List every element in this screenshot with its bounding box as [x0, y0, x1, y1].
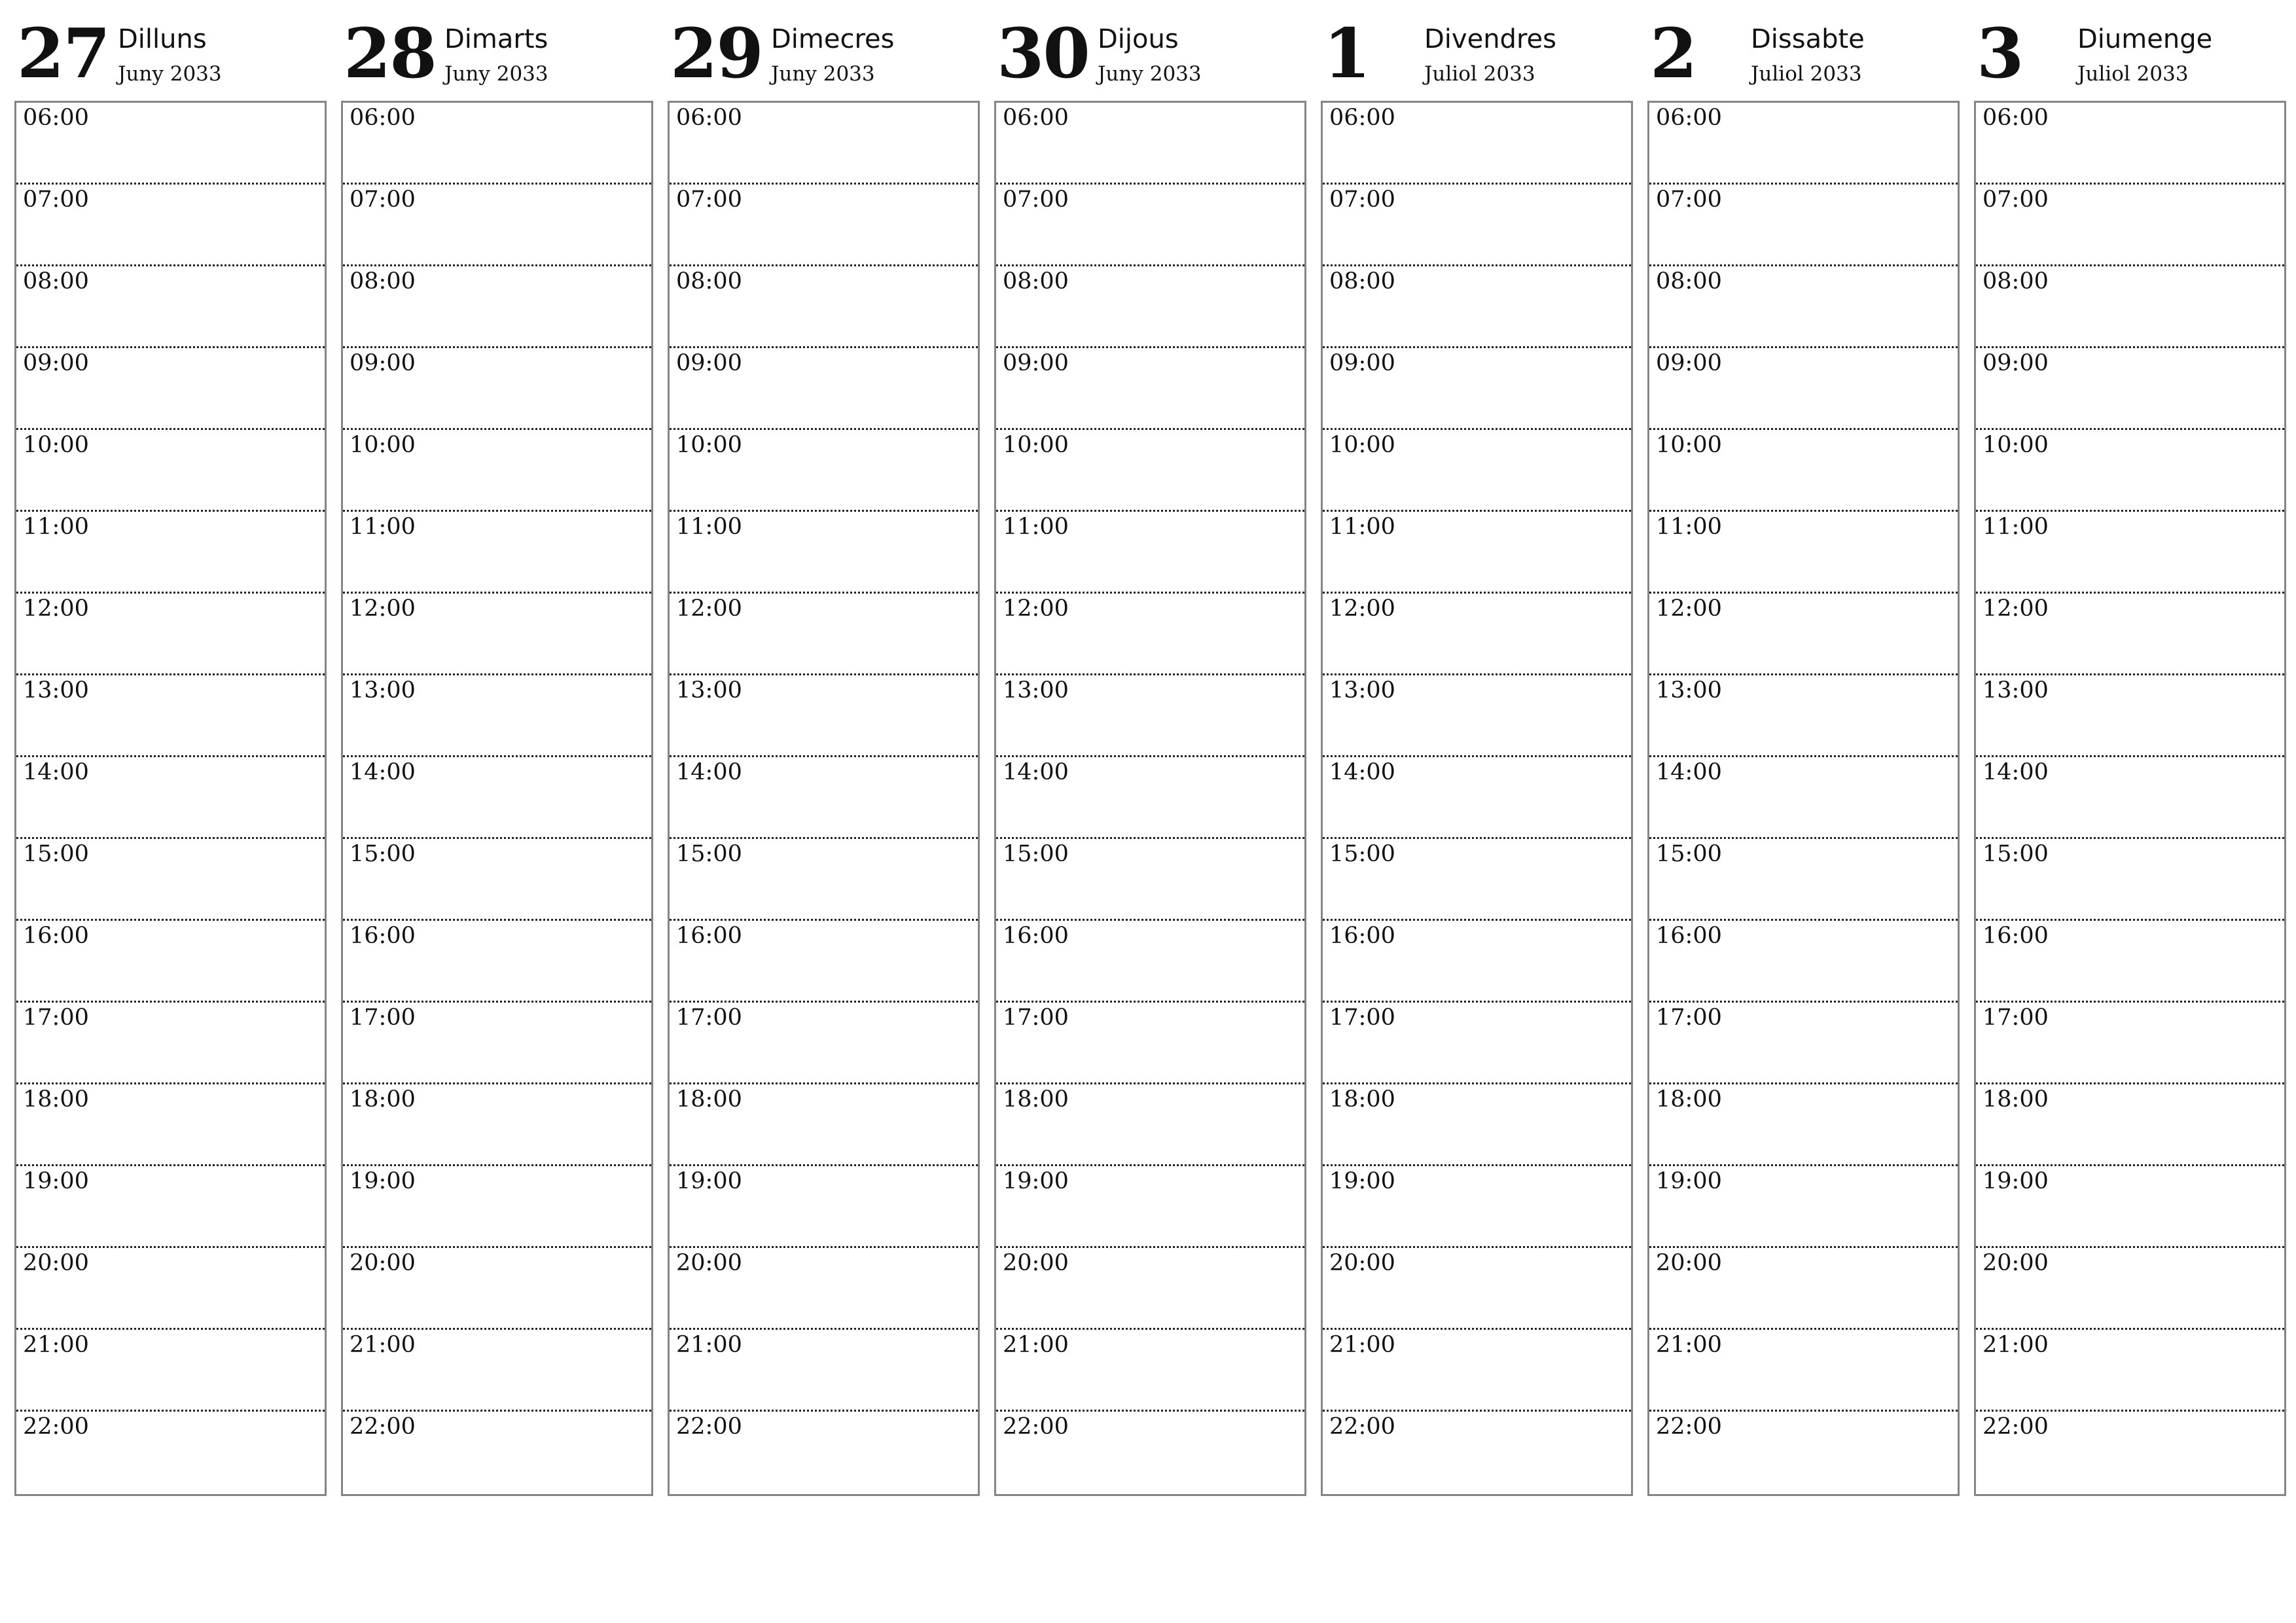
hour-label: 22:00 [350, 1414, 416, 1440]
hour-label: 19:00 [23, 1168, 89, 1194]
hour-label: 14:00 [1003, 759, 1069, 785]
hour-slot[interactable] [1323, 1330, 1631, 1412]
hour-label: 16:00 [1329, 923, 1395, 949]
hour-label: 17:00 [1003, 1005, 1069, 1031]
hour-label: 13:00 [23, 677, 89, 704]
day-header [668, 13, 980, 101]
day-number: 28 [344, 13, 436, 94]
hour-slot[interactable] [343, 430, 651, 512]
hour-slot[interactable] [16, 430, 325, 512]
day-number: 1 [1323, 13, 1370, 94]
hour-label: 21:00 [676, 1332, 742, 1358]
hour-label: 22:00 [23, 1414, 89, 1440]
day-schedule-box [668, 101, 980, 1496]
day-month: Juliol 2033 [2077, 62, 2189, 86]
hour-slot[interactable] [1976, 921, 2284, 1003]
hour-slot[interactable] [343, 512, 651, 594]
hour-slot[interactable] [1323, 1166, 1631, 1248]
day-schedule-box [341, 101, 653, 1496]
hour-label: 07:00 [1656, 187, 1722, 213]
hour-label: 13:00 [350, 677, 416, 704]
hour-label: 07:00 [23, 187, 89, 213]
day-column [1647, 13, 1960, 1496]
hour-label: 11:00 [350, 514, 416, 540]
hour-label: 06:00 [676, 105, 742, 131]
hour-slot[interactable] [996, 266, 1304, 348]
hour-label: 22:00 [676, 1414, 742, 1440]
hour-slot[interactable] [996, 839, 1304, 921]
day-number: 30 [997, 13, 1089, 94]
hour-slot[interactable] [343, 1084, 651, 1166]
hour-label: 09:00 [1003, 350, 1069, 376]
hour-label: 12:00 [350, 596, 416, 622]
day-schedule-box [14, 101, 327, 1496]
hour-label: 20:00 [1003, 1250, 1069, 1276]
hour-label: 09:00 [676, 350, 742, 376]
hour-slot[interactable] [1976, 348, 2284, 430]
hour-slot[interactable] [996, 675, 1304, 757]
hour-slot[interactable] [670, 594, 978, 675]
hour-slot[interactable] [670, 1412, 978, 1493]
hour-slot[interactable] [1976, 675, 2284, 757]
hour-slot[interactable] [16, 512, 325, 594]
hour-slot[interactable] [1976, 1412, 2284, 1493]
hour-slot[interactable] [343, 1412, 651, 1493]
hour-label: 11:00 [1982, 514, 2049, 540]
hour-label: 20:00 [350, 1250, 416, 1276]
day-name: Divendres [1424, 24, 1556, 54]
hour-slot[interactable] [343, 1330, 651, 1412]
hour-slot[interactable] [343, 1166, 651, 1248]
hour-slot[interactable] [670, 1330, 978, 1412]
day-name: Dimarts [444, 24, 548, 54]
hour-slot[interactable] [670, 185, 978, 266]
day-month: Juliol 2033 [1751, 62, 1862, 86]
hour-label: 16:00 [676, 923, 742, 949]
hour-label: 07:00 [350, 187, 416, 213]
hour-slot[interactable] [1649, 757, 1958, 839]
hour-slot[interactable] [16, 103, 325, 185]
hour-label: 06:00 [1329, 105, 1395, 131]
hour-slot[interactable] [343, 266, 651, 348]
hour-label: 15:00 [676, 841, 742, 867]
hour-slot[interactable] [16, 921, 325, 1003]
hour-slot[interactable] [1976, 512, 2284, 594]
hour-slot[interactable] [996, 348, 1304, 430]
hour-label: 12:00 [1329, 596, 1395, 622]
hour-slot[interactable] [16, 839, 325, 921]
hour-slot[interactable] [343, 1003, 651, 1084]
hour-label: 10:00 [1982, 432, 2049, 458]
hour-slot[interactable] [1976, 185, 2284, 266]
hour-label: 09:00 [23, 350, 89, 376]
hour-slot[interactable] [16, 185, 325, 266]
hour-slot[interactable] [1649, 185, 1958, 266]
hour-slot[interactable] [1323, 512, 1631, 594]
day-name: Dilluns [118, 24, 207, 54]
hour-label: 16:00 [1982, 923, 2049, 949]
day-schedule-box [1321, 101, 1633, 1496]
hour-label: 13:00 [1003, 677, 1069, 704]
hour-label: 14:00 [350, 759, 416, 785]
hour-slot[interactable] [670, 1084, 978, 1166]
hour-label: 10:00 [1329, 432, 1395, 458]
hour-slot[interactable] [16, 1166, 325, 1248]
day-month: Juny 2033 [444, 62, 548, 86]
day-name: Dimecres [771, 24, 895, 54]
hour-slot[interactable] [996, 1330, 1304, 1412]
day-name: Dijous [1098, 24, 1179, 54]
hour-label: 06:00 [23, 105, 89, 131]
hour-label: 20:00 [1982, 1250, 2049, 1276]
hour-slot[interactable] [16, 1412, 325, 1493]
hour-label: 21:00 [23, 1332, 89, 1358]
hour-label: 19:00 [1656, 1168, 1722, 1194]
day-month: Juny 2033 [1098, 62, 1202, 86]
hour-label: 06:00 [1003, 105, 1069, 131]
hour-label: 21:00 [1656, 1332, 1722, 1358]
hour-slot[interactable] [1649, 594, 1958, 675]
hour-label: 15:00 [350, 841, 416, 867]
day-name: Dissabte [1751, 24, 1865, 54]
hour-slot[interactable] [996, 185, 1304, 266]
hour-label: 16:00 [23, 923, 89, 949]
hour-label: 12:00 [1003, 596, 1069, 622]
hour-slot[interactable] [16, 1003, 325, 1084]
hour-label: 08:00 [1329, 268, 1395, 294]
hour-slot[interactable] [1323, 266, 1631, 348]
hour-label: 14:00 [676, 759, 742, 785]
hour-label: 22:00 [1003, 1414, 1069, 1440]
hour-slot[interactable] [1976, 1330, 2284, 1412]
hour-label: 13:00 [1982, 677, 2049, 704]
hour-label: 15:00 [1003, 841, 1069, 867]
hour-slot[interactable] [1323, 430, 1631, 512]
day-number: 27 [17, 13, 109, 94]
hour-slot[interactable] [16, 675, 325, 757]
hour-label: 10:00 [676, 432, 742, 458]
hour-label: 21:00 [1329, 1332, 1395, 1358]
hour-label: 06:00 [1656, 105, 1722, 131]
hour-slot[interactable] [16, 1330, 325, 1412]
hour-label: 12:00 [676, 596, 742, 622]
hour-slot[interactable] [1323, 185, 1631, 266]
hour-slot[interactable] [670, 103, 978, 185]
hour-slot[interactable] [1323, 348, 1631, 430]
hour-label: 17:00 [1982, 1005, 2049, 1031]
hour-label: 19:00 [1329, 1168, 1395, 1194]
hour-label: 06:00 [350, 105, 416, 131]
hour-slot[interactable] [1976, 594, 2284, 675]
day-header [341, 13, 653, 101]
hour-slot[interactable] [996, 921, 1304, 1003]
hour-slot[interactable] [1649, 430, 1958, 512]
hour-slot[interactable] [996, 757, 1304, 839]
hour-label: 11:00 [1656, 514, 1722, 540]
hour-label: 14:00 [1656, 759, 1722, 785]
hour-slot[interactable] [1649, 266, 1958, 348]
day-number: 29 [670, 13, 762, 94]
hour-label: 08:00 [1982, 268, 2049, 294]
hour-slot[interactable] [16, 1248, 325, 1330]
hour-slot[interactable] [1323, 1084, 1631, 1166]
hour-label: 21:00 [1003, 1332, 1069, 1358]
day-month: Juny 2033 [118, 62, 222, 86]
hour-slot[interactable] [1323, 839, 1631, 921]
hour-label: 07:00 [1982, 187, 2049, 213]
hour-slot[interactable] [670, 512, 978, 594]
hour-slot[interactable] [996, 1003, 1304, 1084]
hour-slot[interactable] [1649, 1166, 1958, 1248]
hour-label: 20:00 [1656, 1250, 1722, 1276]
hour-slot[interactable] [1976, 266, 2284, 348]
day-header [1647, 13, 1960, 101]
hour-label: 07:00 [676, 187, 742, 213]
hour-label: 17:00 [1329, 1005, 1395, 1031]
hour-slot[interactable] [670, 348, 978, 430]
hour-slot[interactable] [1323, 103, 1631, 185]
hour-slot[interactable] [343, 594, 651, 675]
hour-slot[interactable] [1323, 757, 1631, 839]
hour-slot[interactable] [1649, 1412, 1958, 1493]
hour-label: 07:00 [1329, 187, 1395, 213]
hour-label: 17:00 [676, 1005, 742, 1031]
hour-slot[interactable] [343, 921, 651, 1003]
day-column [14, 13, 327, 1496]
hour-label: 22:00 [1982, 1414, 2049, 1440]
hour-slot[interactable] [670, 757, 978, 839]
day-schedule-box [1647, 101, 1960, 1496]
hour-label: 15:00 [1656, 841, 1722, 867]
hour-label: 08:00 [676, 268, 742, 294]
hour-slot[interactable] [670, 921, 978, 1003]
hour-label: 15:00 [1329, 841, 1395, 867]
day-header [14, 13, 327, 101]
hour-label: 08:00 [1656, 268, 1722, 294]
hour-slot[interactable] [1976, 1003, 2284, 1084]
hour-slot[interactable] [1649, 1084, 1958, 1166]
hour-slot[interactable] [1649, 103, 1958, 185]
hour-label: 14:00 [1329, 759, 1395, 785]
hour-label: 10:00 [350, 432, 416, 458]
hour-label: 18:00 [350, 1086, 416, 1113]
hour-label: 18:00 [1329, 1086, 1395, 1113]
hour-slot[interactable] [996, 103, 1304, 185]
hour-label: 08:00 [23, 268, 89, 294]
day-column [341, 13, 653, 1496]
hour-label: 22:00 [1329, 1414, 1395, 1440]
hour-slot[interactable] [1976, 430, 2284, 512]
hour-label: 18:00 [676, 1086, 742, 1113]
hour-slot[interactable] [996, 1084, 1304, 1166]
hour-label: 19:00 [676, 1168, 742, 1194]
hour-label: 15:00 [23, 841, 89, 867]
hour-slot[interactable] [16, 757, 325, 839]
hour-label: 18:00 [1003, 1086, 1069, 1113]
day-name: Diumenge [2077, 24, 2213, 54]
hour-label: 10:00 [1003, 432, 1069, 458]
hour-slot[interactable] [1323, 675, 1631, 757]
hour-label: 08:00 [1003, 268, 1069, 294]
day-column [1321, 13, 1633, 1496]
hour-slot[interactable] [1976, 1248, 2284, 1330]
hour-label: 12:00 [23, 596, 89, 622]
day-schedule-box [994, 101, 1306, 1496]
day-column [668, 13, 980, 1496]
hour-label: 11:00 [676, 514, 742, 540]
hour-slot[interactable] [670, 1166, 978, 1248]
hour-slot[interactable] [1323, 1003, 1631, 1084]
hour-slot[interactable] [343, 839, 651, 921]
hour-label: 11:00 [23, 514, 89, 540]
hour-label: 10:00 [23, 432, 89, 458]
hour-slot[interactable] [343, 675, 651, 757]
hour-label: 19:00 [1982, 1168, 2049, 1194]
hour-slot[interactable] [1649, 1003, 1958, 1084]
hour-slot[interactable] [1649, 921, 1958, 1003]
hour-slot[interactable] [1976, 103, 2284, 185]
hour-slot[interactable] [1649, 512, 1958, 594]
hour-label: 21:00 [1982, 1332, 2049, 1358]
hour-label: 09:00 [1329, 350, 1395, 376]
hour-label: 14:00 [1982, 759, 2049, 785]
hour-slot[interactable] [343, 103, 651, 185]
hour-slot[interactable] [16, 266, 325, 348]
hour-slot[interactable] [996, 594, 1304, 675]
hour-slot[interactable] [670, 1248, 978, 1330]
day-header [1974, 13, 2286, 101]
hour-slot[interactable] [670, 675, 978, 757]
hour-label: 11:00 [1329, 514, 1395, 540]
hour-label: 09:00 [1656, 350, 1722, 376]
hour-label: 15:00 [1982, 841, 2049, 867]
day-column [1974, 13, 2286, 1496]
hour-slot[interactable] [343, 757, 651, 839]
day-month: Juny 2033 [771, 62, 875, 86]
hour-label: 19:00 [1003, 1168, 1069, 1194]
hour-slot[interactable] [670, 839, 978, 921]
hour-label: 12:00 [1982, 596, 2049, 622]
hour-label: 18:00 [1656, 1086, 1722, 1113]
hour-label: 19:00 [350, 1168, 416, 1194]
hour-label: 09:00 [1982, 350, 2049, 376]
hour-label: 13:00 [1656, 677, 1722, 704]
hour-label: 10:00 [1656, 432, 1722, 458]
hour-slot[interactable] [16, 348, 325, 430]
hour-slot[interactable] [670, 430, 978, 512]
hour-slot[interactable] [1649, 675, 1958, 757]
day-header [994, 13, 1306, 101]
hour-slot[interactable] [670, 266, 978, 348]
hour-label: 16:00 [1656, 923, 1722, 949]
hour-label: 07:00 [1003, 187, 1069, 213]
hour-slot[interactable] [996, 1166, 1304, 1248]
hour-slot[interactable] [1649, 348, 1958, 430]
hour-label: 20:00 [676, 1250, 742, 1276]
hour-slot[interactable] [996, 430, 1304, 512]
hour-label: 18:00 [23, 1086, 89, 1113]
hour-label: 21:00 [350, 1332, 416, 1358]
hour-slot[interactable] [1649, 1330, 1958, 1412]
hour-slot[interactable] [16, 594, 325, 675]
hour-slot[interactable] [343, 1248, 651, 1330]
hour-label: 20:00 [23, 1250, 89, 1276]
hour-label: 18:00 [1982, 1086, 2049, 1113]
day-header [1321, 13, 1633, 101]
hour-slot[interactable] [1649, 839, 1958, 921]
hour-label: 16:00 [350, 923, 416, 949]
hour-slot[interactable] [996, 1412, 1304, 1493]
hour-slot[interactable] [1976, 839, 2284, 921]
day-column [994, 13, 1306, 1496]
hour-label: 13:00 [676, 677, 742, 704]
hour-slot[interactable] [670, 1003, 978, 1084]
hour-label: 17:00 [1656, 1005, 1722, 1031]
hour-slot[interactable] [1976, 1084, 2284, 1166]
hour-slot[interactable] [16, 1084, 325, 1166]
day-schedule-box [1974, 101, 2286, 1496]
hour-label: 12:00 [1656, 596, 1722, 622]
hour-label: 22:00 [1656, 1414, 1722, 1440]
hour-label: 14:00 [23, 759, 89, 785]
hour-label: 16:00 [1003, 923, 1069, 949]
hour-slot[interactable] [1649, 1248, 1958, 1330]
hour-label: 08:00 [350, 268, 416, 294]
hour-slot[interactable] [343, 348, 651, 430]
day-month: Juliol 2033 [1424, 62, 1535, 86]
hour-slot[interactable] [343, 185, 651, 266]
hour-label: 20:00 [1329, 1250, 1395, 1276]
hour-label: 11:00 [1003, 514, 1069, 540]
hour-label: 09:00 [350, 350, 416, 376]
day-number: 2 [1650, 13, 1696, 94]
hour-slot[interactable] [1323, 921, 1631, 1003]
hour-label: 06:00 [1982, 105, 2049, 131]
hour-slot[interactable] [1976, 1166, 2284, 1248]
hour-slot[interactable] [996, 1248, 1304, 1330]
hour-label: 17:00 [350, 1005, 416, 1031]
hour-label: 13:00 [1329, 677, 1395, 704]
weekly-planner [14, 13, 2287, 1496]
hour-slot[interactable] [996, 512, 1304, 594]
hour-slot[interactable] [1976, 757, 2284, 839]
hour-slot[interactable] [1323, 594, 1631, 675]
hour-slot[interactable] [1323, 1412, 1631, 1493]
day-number: 3 [1977, 13, 2023, 94]
hour-slot[interactable] [1323, 1248, 1631, 1330]
hour-label: 17:00 [23, 1005, 89, 1031]
